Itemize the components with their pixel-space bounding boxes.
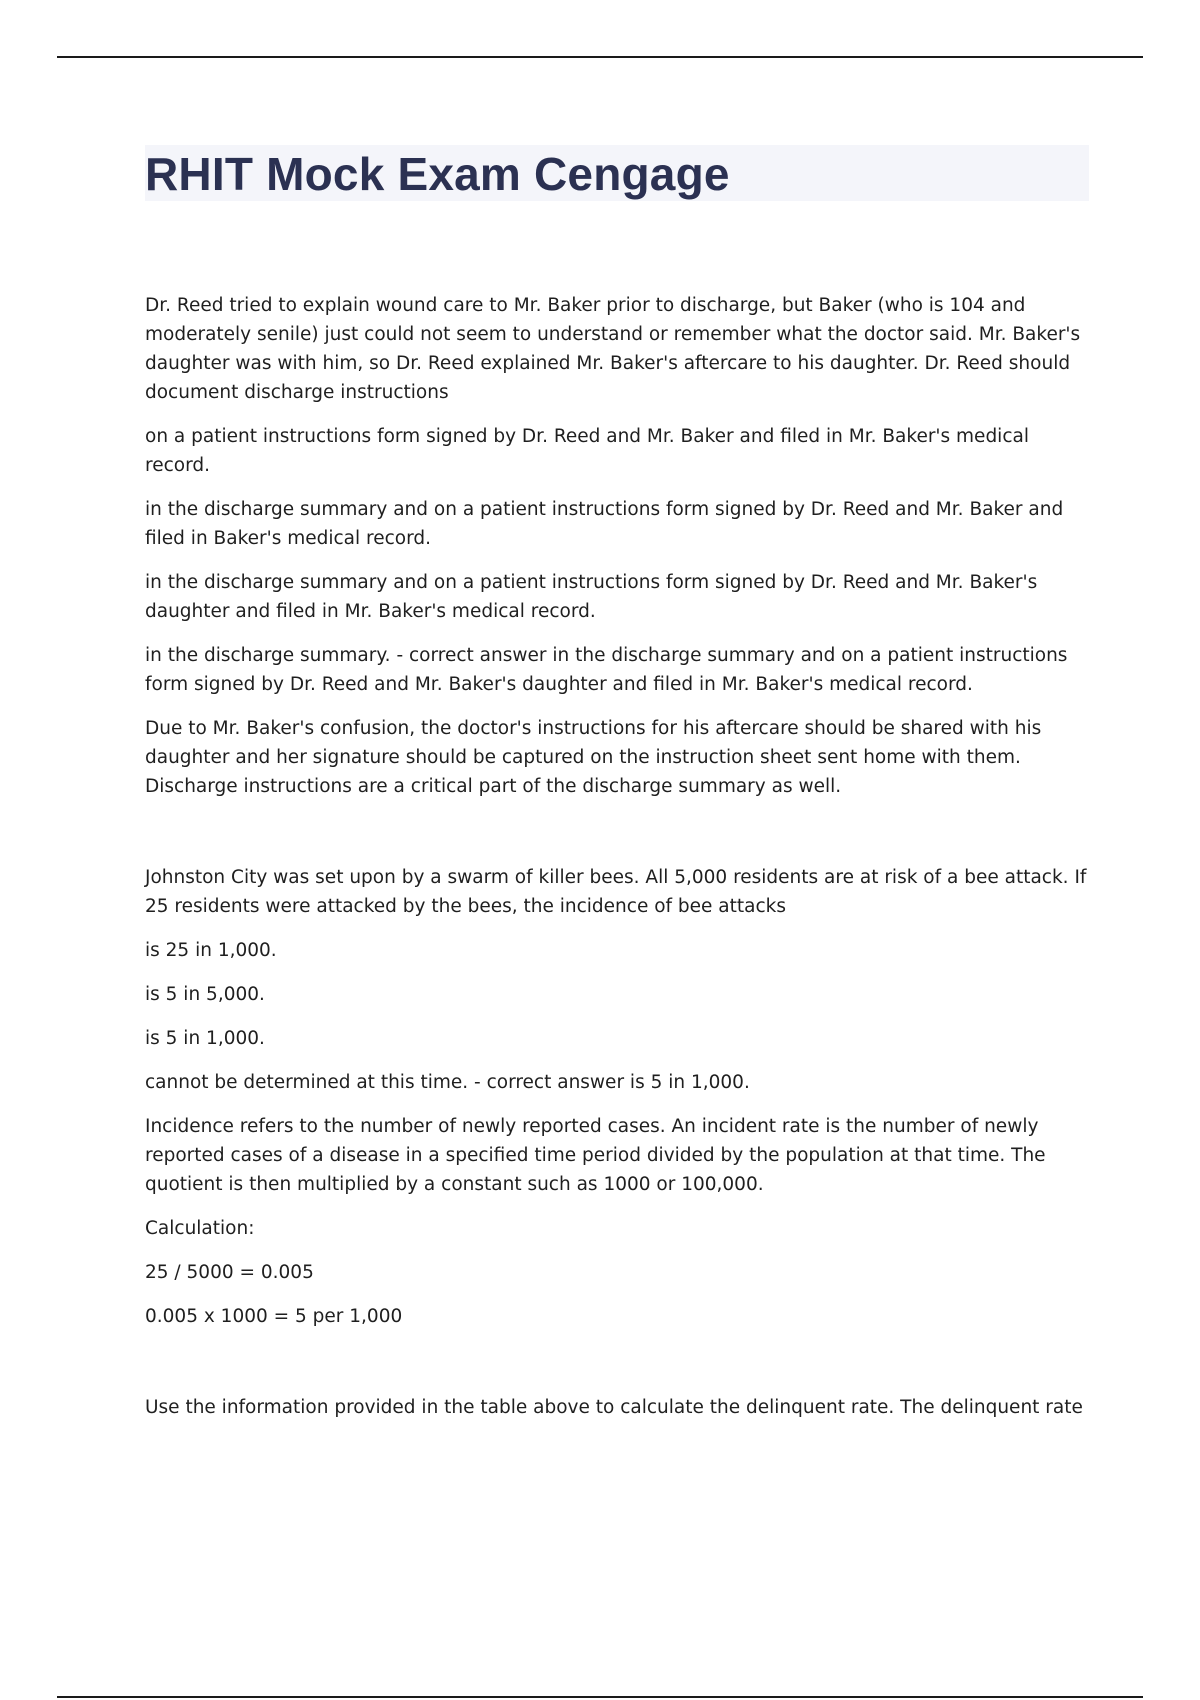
answer-option-2: is 5 in 5,000. bbox=[145, 984, 265, 1005]
document-body bbox=[145, 291, 1090, 1437]
calculation-step-2: 0.005 x 1000 = 5 per 1,000 bbox=[145, 1306, 403, 1327]
answer-option-2: in the discharge summary and on a patient instructions form signed by Dr. Reed and Mr. Baker and filed in Baker's medical record. bbox=[145, 499, 1064, 549]
answer-option-1: is 25 in 1,000. bbox=[145, 940, 277, 961]
section-spacer bbox=[145, 816, 1090, 863]
answer-option-4-with-correct-answer: cannot be determined at this time. - correct answer is 5 in 1,000. bbox=[145, 1072, 750, 1093]
calculation-label: Calculation: bbox=[145, 1218, 255, 1239]
section-spacer bbox=[145, 1346, 1090, 1393]
question-text: Dr. Reed tried to explain wound care to Mr. Baker prior to discharge, but Baker (who is 104 and moderately senile) just could not seem to understand or remember what the doctor said. Mr. Baker's daughter was with him, so Dr. Reed explained Mr. Baker's aftercare to his daughter. Dr. Reed should document discharge instructions bbox=[145, 295, 1081, 403]
question-block-2 bbox=[145, 863, 1090, 1331]
page-title: RHIT Mock Exam Cengage bbox=[145, 148, 730, 200]
answer-option-1: on a patient instructions form signed by Dr. Reed and Mr. Baker and filed in Mr. Baker's medical record. bbox=[145, 426, 1029, 476]
answer-option-3: is 5 in 1,000. bbox=[145, 1028, 265, 1049]
answer-option-3: in the discharge summary and on a patient instructions form signed by Dr. Reed and Mr. Baker's daughter and filed in Mr. Baker's medical record. bbox=[145, 572, 1038, 622]
answer-option-4-with-correct-answer: in the discharge summary. - correct answer in the discharge summary and on a patient instructions form signed by Dr. Reed and Mr. Baker's daughter and filed in Mr. Baker's medical record. bbox=[145, 645, 1068, 695]
question-block-1 bbox=[145, 291, 1090, 801]
calculation-step-1: 25 / 5000 = 0.005 bbox=[145, 1262, 314, 1283]
question-text: Use the information provided in the table above to calculate the delinquent rate. The delinquent rate bbox=[145, 1397, 1083, 1418]
answer-explanation: Incidence refers to the number of newly reported cases. An incident rate is the number of newly reported cases of a disease in a specified time period divided by the population at that time. The quotient is then multiplied by a constant such as 1000 or 100,000. bbox=[145, 1116, 1046, 1195]
bottom-rule bbox=[57, 1696, 1143, 1698]
question-block-3 bbox=[145, 1393, 1090, 1422]
answer-explanation: Due to Mr. Baker's confusion, the doctor's instructions for his aftercare should be shared with his daughter and her signature should be captured on the instruction sheet sent home with them. Discharge instructions are a critical part of the discharge summary as well. bbox=[145, 718, 1042, 797]
question-text: Johnston City was set upon by a swarm of killer bees. All 5,000 residents are at risk of a bee attack. If 25 residents were attacked by the bees, the incidence of bee attacks bbox=[145, 867, 1087, 917]
top-rule bbox=[57, 56, 1143, 58]
